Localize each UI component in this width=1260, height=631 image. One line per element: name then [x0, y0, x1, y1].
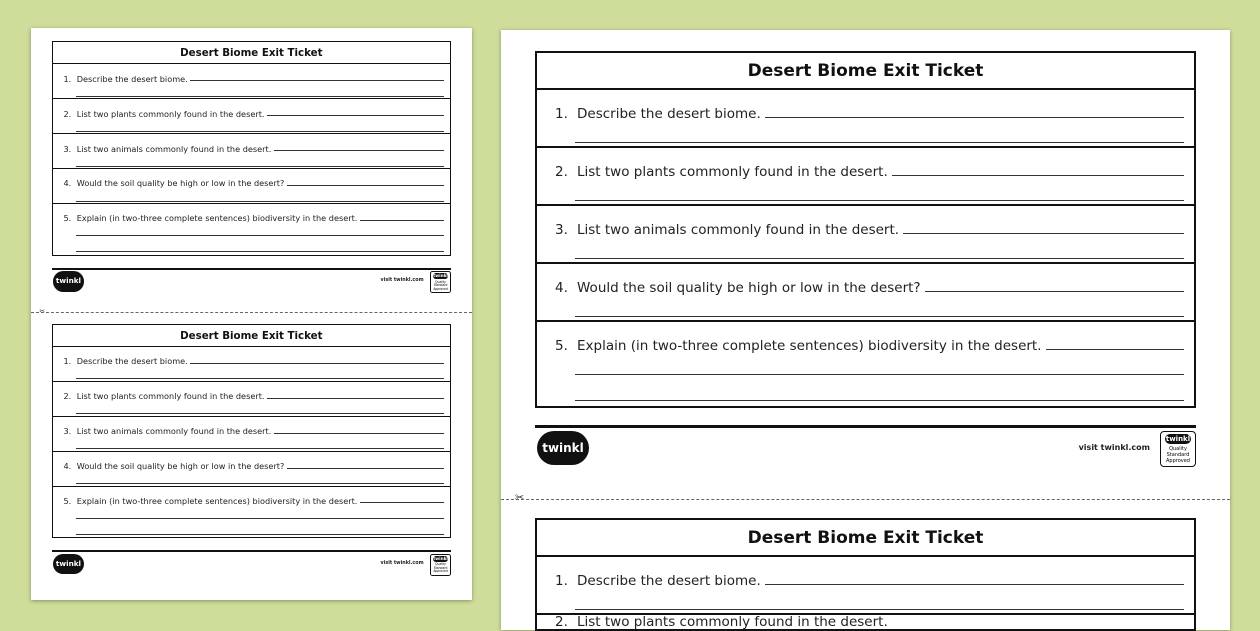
twinkl-logo: twinkl: [53, 554, 84, 575]
question-text: Describe the desert biome.: [577, 106, 761, 122]
question-text: Explain (in two-three complete sentences) biodiversity in the desert.: [76, 213, 358, 224]
question-text: Describe the desert biome.: [577, 573, 761, 589]
question-line: [63, 382, 444, 401]
answer-line: [360, 220, 444, 221]
question-row: [53, 204, 450, 255]
question-row: [537, 90, 1194, 148]
question-line: [63, 134, 444, 153]
visit-link: visit twinkl.com: [380, 561, 424, 566]
preview-page-small[interactable]: [31, 28, 472, 600]
cut-line: [31, 312, 472, 313]
question-row: [53, 99, 450, 134]
exit-ticket: [52, 324, 451, 538]
ticket-title: Desert Biome Exit Ticket: [53, 325, 450, 347]
question-line: [555, 264, 1184, 295]
question-row: [53, 134, 450, 169]
question-line: [63, 452, 444, 471]
twinkl-logo: twinkl: [537, 431, 589, 465]
question-row: [537, 206, 1194, 264]
answer-line: [1046, 349, 1184, 350]
question-line: [63, 417, 444, 436]
question-number: 3.: [63, 143, 72, 154]
badge-text: Quality Standard Approved: [433, 562, 448, 574]
question-line: [555, 206, 1184, 237]
question-row: [53, 487, 450, 538]
badge-text: Quality Standard Approved: [433, 279, 448, 291]
question-text: Would the soil quality be high or low in the desert?: [76, 178, 285, 189]
question-row: [537, 615, 1194, 629]
visit-link: visit twinkl.com: [380, 278, 424, 284]
question-text: List two plants commonly found in the desert.: [577, 164, 888, 180]
footer-divider: [52, 550, 452, 552]
answer-line: [76, 448, 444, 449]
question-number: 5.: [63, 213, 72, 224]
question-number: 1.: [63, 356, 72, 367]
question-line: [63, 99, 444, 118]
question-text: Describe the desert biome.: [76, 73, 188, 84]
question-text: Explain (in two-three complete sentences) biodiversity in the desert.: [76, 495, 358, 506]
footer-divider: [52, 268, 452, 270]
answer-line: [76, 534, 444, 535]
answer-line: [76, 518, 444, 519]
question-number: 1.: [555, 106, 568, 122]
answer-line: [903, 233, 1184, 234]
answer-line: [76, 483, 444, 484]
question-number: 2.: [63, 108, 72, 119]
question-text: Describe the desert biome.: [76, 356, 188, 367]
question-text: List two animals commonly found in the desert.: [76, 143, 272, 154]
answer-line: [765, 584, 1184, 585]
answer-line: [76, 96, 444, 97]
question-row: [53, 169, 450, 204]
answer-line: [360, 502, 444, 503]
question-text: Would the soil quality be high or low in the desert?: [76, 460, 285, 471]
question-line: [63, 64, 444, 83]
question-row: [53, 64, 450, 99]
answer-line: [575, 200, 1184, 201]
answer-line: [575, 258, 1184, 259]
question-line: [63, 204, 444, 223]
question-line: [63, 487, 444, 506]
question-row: [537, 322, 1194, 406]
question-number: 5.: [555, 338, 568, 354]
ticket-title: Desert Biome Exit Ticket: [53, 42, 450, 64]
answer-line: [190, 363, 444, 364]
question-number: 4.: [63, 460, 72, 471]
answer-line: [76, 166, 444, 167]
question-line: [555, 90, 1184, 121]
question-line: [555, 615, 1184, 629]
question-line: [555, 557, 1184, 588]
answer-line: [76, 378, 444, 379]
answer-line: [267, 115, 444, 116]
answer-line: [76, 413, 444, 414]
answer-line: [76, 251, 444, 252]
answer-line: [76, 235, 444, 236]
preview-page-large[interactable]: [501, 30, 1230, 630]
answer-line: [575, 609, 1184, 610]
scissors-icon: ✂: [515, 491, 525, 504]
answer-line: [76, 131, 444, 132]
answer-line: [575, 142, 1184, 143]
question-line: [555, 148, 1184, 179]
question-row: [53, 347, 450, 382]
question-number: 2.: [63, 391, 72, 402]
question-number: 3.: [63, 426, 72, 437]
question-row: [537, 264, 1194, 322]
answer-line: [575, 400, 1184, 401]
question-text: List two animals commonly found in the desert.: [76, 426, 272, 437]
question-number: 1.: [555, 573, 568, 589]
answer-line: [76, 201, 444, 202]
answer-line: [274, 433, 444, 434]
answer-line: [267, 398, 444, 399]
question-text: List two plants commonly found in the desert.: [577, 614, 888, 630]
question-number: 1.: [63, 73, 72, 84]
question-row: [53, 382, 450, 417]
question-text: List two plants commonly found in the desert.: [76, 391, 265, 402]
visit-link: visit twinkl.com: [1078, 443, 1150, 452]
answer-line: [287, 468, 444, 469]
answer-line: [575, 374, 1184, 375]
exit-ticket: [535, 51, 1196, 408]
answer-line: [575, 316, 1184, 317]
quality-badge: [430, 271, 452, 293]
answer-line: [892, 175, 1184, 176]
scissors-icon: ✂: [39, 307, 46, 316]
question-line: [63, 169, 444, 188]
question-line: [63, 347, 444, 366]
footer-divider: [535, 425, 1196, 428]
quality-badge: [430, 554, 452, 576]
answer-line: [287, 185, 444, 186]
badge-text: Quality Standard Approved: [1166, 446, 1190, 464]
answer-line: [765, 117, 1184, 118]
exit-ticket: [52, 41, 451, 255]
question-row: [537, 557, 1194, 615]
question-row: [537, 148, 1194, 206]
cut-line: [501, 499, 1230, 500]
question-row: [53, 452, 450, 487]
question-text: List two plants commonly found in the desert.: [76, 108, 265, 119]
badge-logo: twinkl: [433, 273, 448, 279]
question-number: 3.: [555, 222, 568, 238]
ticket-title: Desert Biome Exit Ticket: [537, 520, 1194, 557]
question-text: List two animals commonly found in the desert.: [577, 222, 900, 238]
question-number: 4.: [63, 178, 72, 189]
question-number: 5.: [63, 495, 72, 506]
exit-ticket: [535, 518, 1196, 631]
question-line: [555, 322, 1184, 353]
answer-line: [274, 150, 444, 151]
quality-badge: [1160, 431, 1196, 467]
twinkl-logo: twinkl: [53, 271, 84, 292]
badge-logo: twinkl: [1165, 435, 1191, 443]
answer-line: [925, 291, 1184, 292]
ticket-title: Desert Biome Exit Ticket: [537, 53, 1194, 90]
question-text: Explain (in two-three complete sentences) biodiversity in the desert.: [577, 338, 1042, 354]
question-text: Would the soil quality be high or low in the desert?: [577, 280, 921, 296]
question-row: [53, 417, 450, 452]
question-number: 2.: [555, 614, 568, 630]
question-number: 2.: [555, 164, 568, 180]
badge-logo: twinkl: [433, 555, 448, 561]
question-number: 4.: [555, 280, 568, 296]
answer-line: [190, 80, 444, 81]
